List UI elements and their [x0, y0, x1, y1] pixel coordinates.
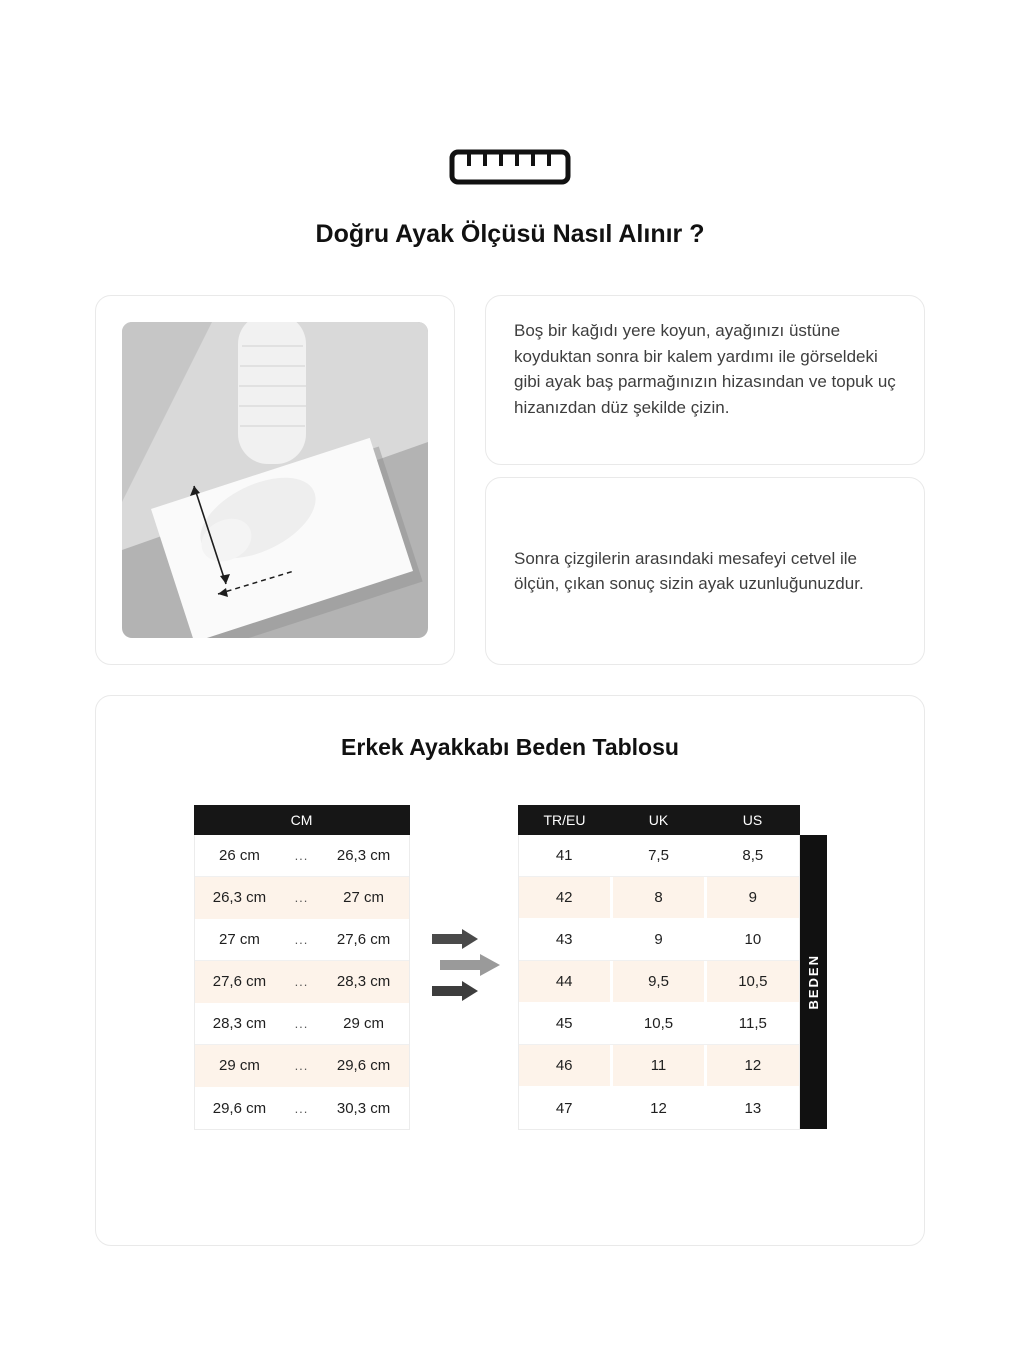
- header-us: US: [742, 812, 763, 828]
- table-row: 43 9 10: [519, 919, 799, 961]
- size-table-header: [518, 805, 800, 835]
- size-chart-title: Erkek Ayakkabı Beden Tablosu: [341, 734, 679, 760]
- beden-label: BEDEN: [805, 954, 821, 1010]
- international-size-table: [518, 805, 800, 1130]
- instruction-card-1: [485, 295, 925, 465]
- foot-measure-photo-card: [95, 295, 455, 665]
- instruction-step-2: Sonra çizgilerin arasındaki mesafeyi cetvel ile ölçün, çıkan sonuç sizin ayak uzunluğunuzdur.: [514, 548, 864, 593]
- international-size-table-wrap: [518, 805, 827, 1130]
- cm-table-header: CM: [194, 805, 410, 835]
- size-chart-card: [95, 695, 925, 1246]
- table-row: 44 9,5 10,5: [519, 961, 799, 1003]
- table-row: 27 cm ... 27,6 cm: [195, 919, 409, 961]
- table-row: 41 7,5 8,5: [519, 835, 799, 877]
- ruler-icon: [0, 0, 1020, 186]
- cm-table-body: [194, 835, 410, 1130]
- table-row: 29 cm ... 29,6 cm: [195, 1045, 409, 1087]
- table-row: 28,3 cm ... 29 cm: [195, 1003, 409, 1045]
- table-row: 29,6 cm ... 30,3 cm: [212, 1099, 391, 1117]
- transfer-arrows-icon: [432, 928, 500, 1007]
- header-tr-eu: TR/EU: [543, 812, 586, 828]
- size-table-body: [518, 835, 800, 1130]
- instruction-card-2: [485, 477, 925, 665]
- table-row: 46 11 12: [519, 1045, 799, 1087]
- table-row: 26 cm ... 26,3 cm: [195, 835, 409, 877]
- page-title: Doğru Ayak Ölçüsü Nasıl Alınır ?: [315, 220, 705, 248]
- table-row: 47 12 13: [555, 1099, 762, 1117]
- foot-measure-photo: [122, 322, 428, 638]
- table-row: 45 10,5 11,5: [519, 1003, 799, 1045]
- cm-table: [194, 805, 410, 1130]
- beden-side-label-bar: [800, 835, 827, 1129]
- size-tables: [96, 805, 924, 1130]
- instructions-section: [95, 295, 925, 665]
- instruction-cards: [485, 295, 925, 665]
- table-row: 42 8 9: [519, 877, 799, 919]
- header-uk: UK: [648, 812, 669, 828]
- table-row: 26,3 cm ... 27 cm: [195, 877, 409, 919]
- table-row: 27,6 cm ... 28,3 cm: [195, 961, 409, 1003]
- instruction-step-1: Boş bir kağıdı yere koyun, ayağınızı üstüne koyduktan sonra bir kalem yardımı ile görseldeki gibi ayak baş parmağınızın hizasından ve topuk uç hizanızdan düz şekilde çizin.: [514, 321, 896, 417]
